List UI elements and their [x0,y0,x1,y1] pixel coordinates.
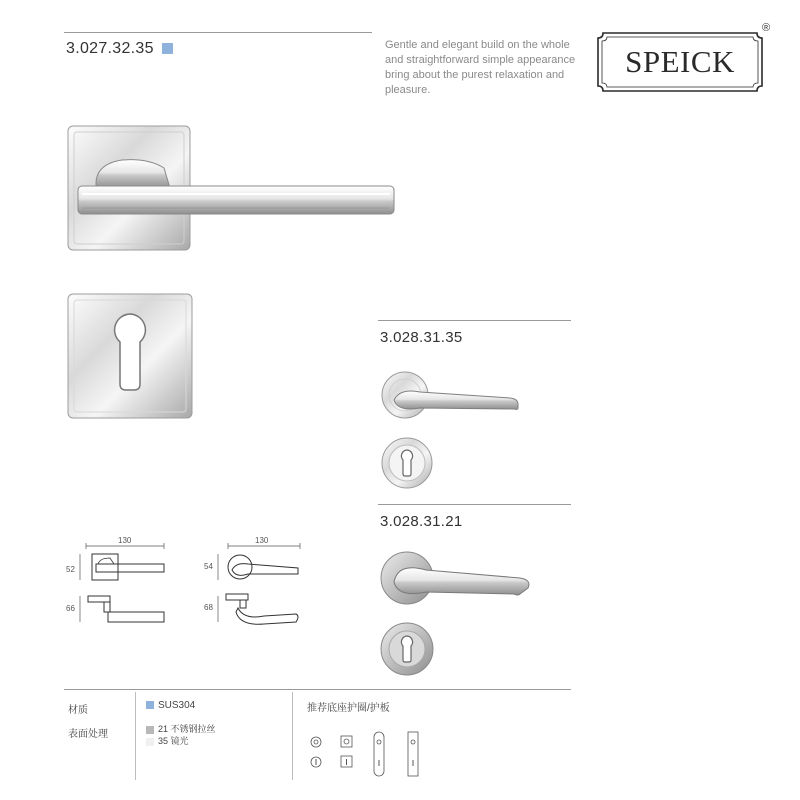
main-product-code [66,40,173,58]
square-rose-icon [341,736,352,747]
round-escutcheon-image-1 [380,436,440,496]
divider-third-product [378,504,571,505]
material-value-text: SUS304 [158,700,196,711]
square-backplate-icon [408,732,418,776]
finish-swatch-brushed [146,726,154,734]
square-escutcheon-image [66,292,196,422]
round-handle-drawing [214,540,324,630]
round-rose-icon [311,737,321,747]
round-lever-handle-image-2 [380,548,540,618]
finish-option-brushed-text: 21 不锈钢拉丝 [158,724,216,734]
square-width-dimension: 130 [118,536,132,545]
round-rose-height-dimension: 54 [204,562,213,571]
top-divider [64,32,372,33]
material-label: 材质 [68,705,88,716]
main-product-code-text: 3.027.32.35 [66,40,154,57]
finish-label: 表面处理 [68,729,108,740]
spec-column-separator-1 [135,692,136,780]
registered-mark: ® [762,22,771,34]
third-product-code: 3.028.31.21 [380,513,463,530]
round-lever-handle-image-1 [380,368,530,428]
round-width-dimension: 130 [255,536,269,545]
finish-option-mirror [146,734,189,747]
product-description: Gentle and elegant build on the whole and straightforward simple appearance bring about the purest relaxation and pleasure. [385,39,576,96]
divider-second-product [378,320,571,321]
round-escutcheon-image-2 [380,622,440,682]
second-product-code: 3.028.31.35 [380,329,463,346]
square-handle-drawing [76,540,186,630]
square-lever-height-dimension: 66 [66,604,75,613]
finish-option-mirror-text: 35 镜光 [158,736,189,746]
brand-name: SPEICK [625,44,735,79]
recommend-label: 推荐底座护圈/护板 [307,703,390,714]
spec-column-separator-2 [292,692,293,780]
rounded-backplate-icon [374,732,384,776]
square-lever-handle-image [60,118,400,258]
brand-logo [597,32,763,92]
main-finish-swatch [162,43,173,54]
material-swatch [146,701,154,709]
square-rose-height-dimension: 52 [66,565,75,574]
round-lever-height-dimension: 68 [204,603,213,612]
material-value [146,700,195,711]
accessory-options-icons [300,728,460,778]
bottom-divider [64,689,571,690]
finish-swatch-mirror [146,738,154,746]
